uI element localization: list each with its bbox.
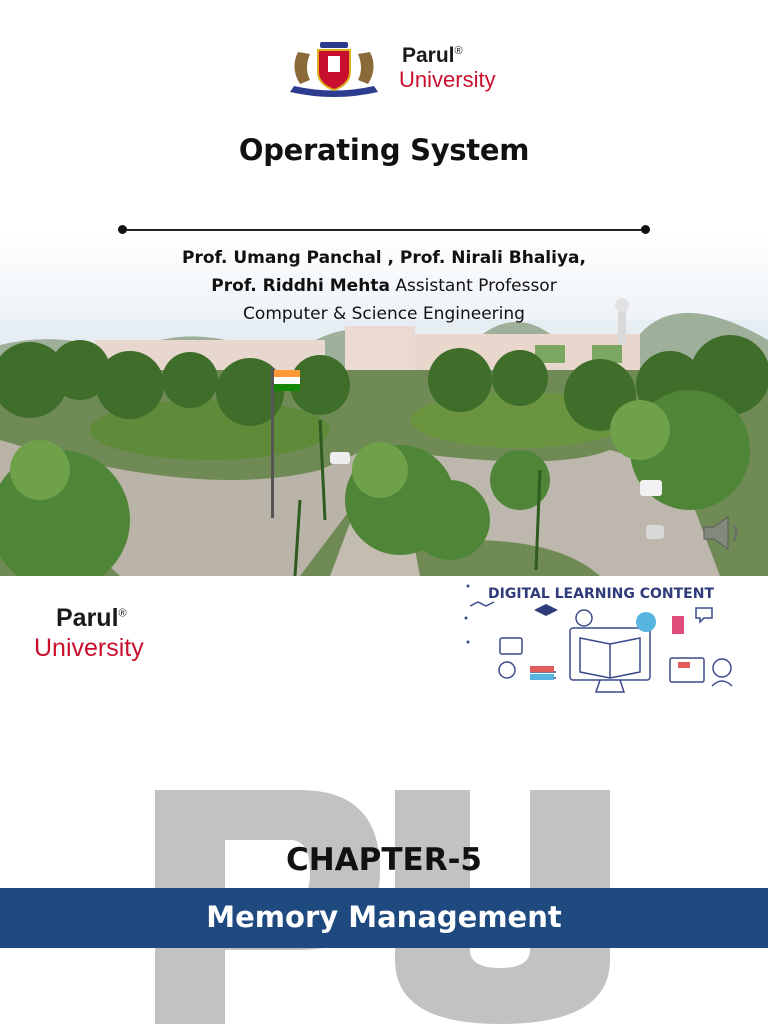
credits-line-1: Prof. Umang Panchal , Prof. Nirali Bhaliya, [182, 248, 586, 268]
credits-role: Assistant Professor [389, 276, 557, 296]
slide-title: Operating System [238, 133, 530, 167]
divider-line [122, 229, 646, 231]
logo-brand-text: Parul® [402, 44, 463, 67]
credits-name-bold: Prof. Riddhi Mehta [211, 276, 390, 296]
banner-slide [0, 576, 768, 701]
university-crest-icon [284, 40, 384, 98]
logo-university-text: University [399, 67, 496, 92]
divider-dot-right [641, 225, 650, 234]
divider-dot-left [118, 225, 127, 234]
digital-learning-title: DIGITAL LEARNING CONTENT [488, 586, 715, 602]
logo-university-text: University [34, 634, 144, 662]
chapter-slide [0, 700, 768, 1024]
parul-university-logo [284, 40, 494, 98]
topic-band [0, 888, 768, 948]
speaker-icon[interactable] [700, 513, 744, 553]
chapter-number: CHAPTER-5 [285, 842, 483, 878]
topic-title: Memory Management [206, 900, 562, 934]
credits-department: Computer & Science Engineering [243, 304, 525, 324]
logo-brand-text: Parul® [56, 604, 127, 632]
credits-line-2 [0, 276, 768, 296]
